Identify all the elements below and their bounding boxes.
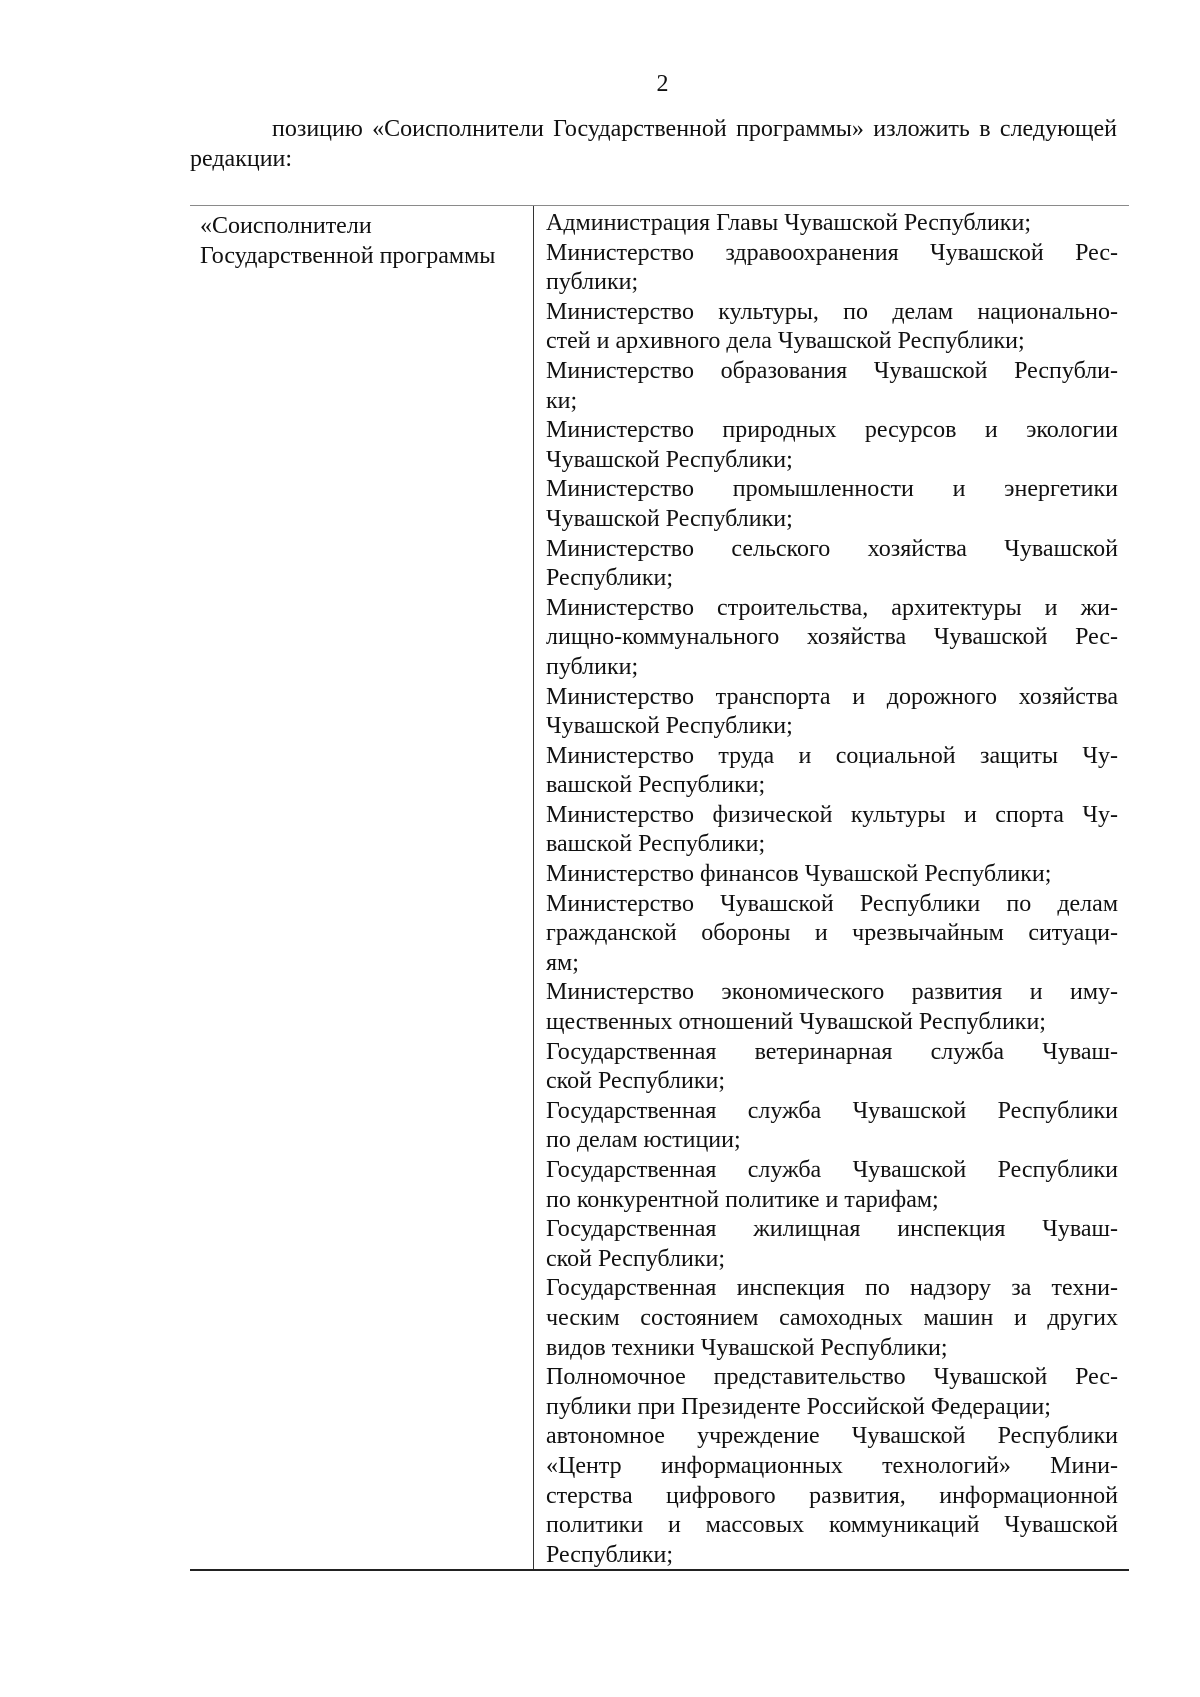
provision-value-cell [534,206,1129,1569]
co-executor-line: автономное учреждение Чувашской Республики [546,1423,1118,1450]
co-executor-line: по делам юстиции; [546,1127,741,1154]
co-executor-line: гражданской обороны и чрезвычайным ситуаци- [546,920,1118,947]
co-executor-line: Республики; [546,1541,674,1568]
co-executor-line: Государственная жилищная инспекция Чуваш- [546,1216,1118,1243]
page-number: 2 [656,71,669,97]
co-executor-line: Государственная инспекция по надзору за техни- [546,1275,1118,1302]
co-executor-line: публики; [546,269,639,296]
co-executor-line: Министерство экономического развития и иму- [546,979,1118,1006]
co-executor-line: Министерство здравоохранения Чувашской Рес- [546,239,1118,266]
co-executor-line: Министерство труда и социальной защиты Чу- [546,742,1118,769]
co-executor-line: Министерство физической культуры и спорта Чу- [546,801,1118,828]
co-executor-line: Министерство культуры, по делам национально- [546,298,1118,325]
co-executor-line: Государственная служба Чувашской Республики [546,1157,1118,1183]
co-executor-line: Министерство образования Чувашской Республи- [546,357,1118,384]
co-executor-line: ки; [546,387,578,414]
co-executor-line: публики при Президенте Российской Федерации; [546,1393,1051,1420]
co-executor-line: видов техники Чувашской Республики; [546,1334,948,1361]
co-executor-line: ческим состоянием самоходных машин и других [546,1304,1118,1331]
co-executor-line: публики; [546,653,639,680]
co-executor-line: Министерство финансов Чувашской Республики; [546,861,1052,888]
co-executor-line: Администрация Главы Чувашской Республики; [546,210,1031,236]
co-executor-line: стей и архивного дела Чувашской Республики; [546,328,1025,355]
co-executor-line: вашской Республики; [546,772,766,799]
co-executor-line: Полномочное представительство Чувашской Рес- [546,1364,1118,1391]
co-executor-line: Министерство строительства, архитектуры и жи- [546,594,1118,621]
co-executor-line: ской Республики; [546,1245,726,1272]
co-executor-line: Министерство природных ресурсов и экологии [546,417,1118,444]
provision-table [190,205,1129,1571]
co-executor-line: Государственная ветеринарная служба Чуваш- [546,1038,1118,1065]
co-executor-line: Министерство сельского хозяйства Чувашской [546,535,1118,562]
co-executor-line: Министерство транспорта и дорожного хозяйства [546,683,1118,710]
co-executor-line: Чувашской Республики; [546,505,793,532]
co-executor-line: Республики; [546,565,674,592]
co-executor-line: Чувашской Республики; [546,446,793,473]
co-executor-line: вашской Республики; [546,831,766,858]
co-executor-line: Чувашской Республики; [546,713,793,740]
co-executor-line: Государственная служба Чувашской Республики [546,1097,1118,1124]
co-executor-line: ской Республики; [546,1068,726,1095]
co-executor-line: по конкурентной политике и тарифам; [546,1186,939,1213]
co-executor-line: щественных отношений Чувашской Республики; [546,1009,1046,1036]
provision-label-cell: «Соисполнители Государственной программы [190,206,534,1569]
co-executor-line: политики и массовых коммуникаций Чувашской [546,1512,1118,1539]
co-executor-line: Министерство промышленности и энергетики [546,476,1118,503]
co-executor-line: лищно-коммунального хозяйства Чувашской Рес- [546,624,1118,651]
co-executor-line: ям; [546,949,579,976]
co-executor-line: Министерство Чувашской Республики по делам [546,890,1118,917]
intro-paragraph: позицию «Соисполнители Государственной программы» изложить в следующей редакции: [190,116,1117,172]
co-executor-line: «Центр информационных технологий» Мини- [546,1452,1118,1479]
co-executor-line: стерства цифрового развития, информационной [546,1482,1118,1509]
